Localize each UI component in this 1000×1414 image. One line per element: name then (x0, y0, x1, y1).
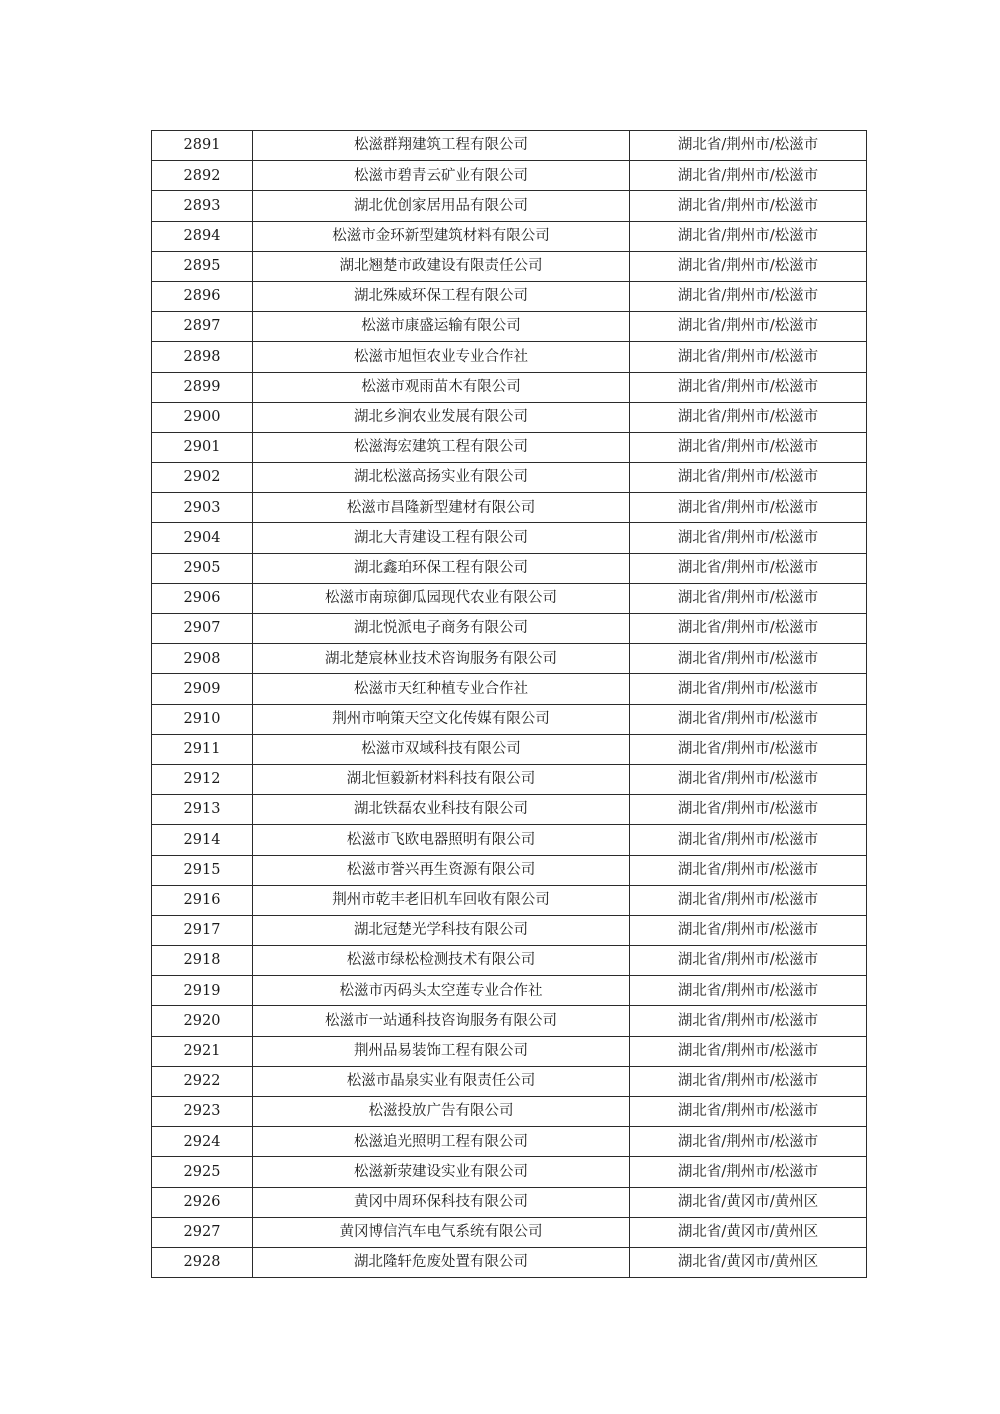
region-cell: 湖北省/荆州市/松滋市 (630, 734, 867, 764)
company-name-cell: 松滋市康盛运输有限公司 (253, 312, 630, 342)
row-number-cell: 2900 (152, 402, 253, 432)
table-row (152, 1066, 867, 1096)
row-number-cell: 2910 (152, 704, 253, 734)
table-row (152, 674, 867, 704)
region-cell: 湖北省/荆州市/松滋市 (630, 1097, 867, 1127)
region-cell: 湖北省/荆州市/松滋市 (630, 644, 867, 674)
table-row (152, 131, 867, 161)
company-name-cell: 黄冈博信汽车电气系统有限公司 (253, 1217, 630, 1247)
table-row (152, 583, 867, 613)
company-name-cell: 黄冈中周环保科技有限公司 (253, 1187, 630, 1217)
company-name-cell: 松滋群翔建筑工程有限公司 (253, 131, 630, 161)
region-cell: 湖北省/荆州市/松滋市 (630, 553, 867, 583)
table-row (152, 614, 867, 644)
row-number-cell: 2922 (152, 1066, 253, 1096)
company-name-cell: 松滋市誉兴再生资源有限公司 (253, 855, 630, 885)
region-cell: 湖北省/荆州市/松滋市 (630, 976, 867, 1006)
table-row (152, 523, 867, 553)
region-cell: 湖北省/荆州市/松滋市 (630, 312, 867, 342)
company-name-cell: 松滋市碧青云矿业有限公司 (253, 161, 630, 191)
region-cell: 湖北省/荆州市/松滋市 (630, 342, 867, 372)
table-row (152, 1157, 867, 1187)
company-name-cell: 松滋海宏建筑工程有限公司 (253, 432, 630, 462)
table-row (152, 915, 867, 945)
company-name-cell: 湖北悦派电子商务有限公司 (253, 614, 630, 644)
region-cell: 湖北省/荆州市/松滋市 (630, 764, 867, 794)
row-number-cell: 2905 (152, 553, 253, 583)
table-row (152, 1006, 867, 1036)
table-row (152, 885, 867, 915)
row-number-cell: 2907 (152, 614, 253, 644)
table-row (152, 251, 867, 281)
company-name-cell: 松滋市昌隆新型建材有限公司 (253, 493, 630, 523)
company-name-cell: 湖北乡涧农业发展有限公司 (253, 402, 630, 432)
company-name-cell: 松滋投放广告有限公司 (253, 1097, 630, 1127)
region-cell: 湖北省/荆州市/松滋市 (630, 946, 867, 976)
region-cell: 湖北省/荆州市/松滋市 (630, 251, 867, 281)
row-number-cell: 2897 (152, 312, 253, 342)
row-number-cell: 2925 (152, 1157, 253, 1187)
company-name-cell: 松滋追光照明工程有限公司 (253, 1127, 630, 1157)
table-row (152, 1187, 867, 1217)
row-number-cell: 2901 (152, 432, 253, 462)
table-row (152, 372, 867, 402)
table-row (152, 493, 867, 523)
region-cell: 湖北省/荆州市/松滋市 (630, 614, 867, 644)
company-name-cell: 湖北优创家居用品有限公司 (253, 191, 630, 221)
table-row (152, 161, 867, 191)
region-cell: 湖北省/荆州市/松滋市 (630, 493, 867, 523)
registry-table-body (152, 131, 867, 1278)
table-row (152, 191, 867, 221)
row-number-cell: 2909 (152, 674, 253, 704)
region-cell: 湖北省/荆州市/松滋市 (630, 855, 867, 885)
row-number-cell: 2917 (152, 915, 253, 945)
company-name-cell: 湖北翘楚市政建设有限责任公司 (253, 251, 630, 281)
region-cell: 湖北省/荆州市/松滋市 (630, 523, 867, 553)
row-number-cell: 2908 (152, 644, 253, 674)
row-number-cell: 2919 (152, 976, 253, 1006)
table-row (152, 1247, 867, 1277)
region-cell: 湖北省/荆州市/松滋市 (630, 1006, 867, 1036)
table-row (152, 281, 867, 311)
row-number-cell: 2916 (152, 885, 253, 915)
region-cell: 湖北省/荆州市/松滋市 (630, 463, 867, 493)
region-cell: 湖北省/荆州市/松滋市 (630, 795, 867, 825)
company-name-cell: 荆州市响策天空文化传媒有限公司 (253, 704, 630, 734)
company-name-cell: 湖北隆轩危废处置有限公司 (253, 1247, 630, 1277)
row-number-cell: 2915 (152, 855, 253, 885)
region-cell: 湖北省/荆州市/松滋市 (630, 885, 867, 915)
table-row (152, 402, 867, 432)
table-row (152, 342, 867, 372)
company-name-cell: 松滋市晶泉实业有限责任公司 (253, 1066, 630, 1096)
table-row (152, 946, 867, 976)
table-row (152, 221, 867, 251)
region-cell: 湖北省/荆州市/松滋市 (630, 915, 867, 945)
row-number-cell: 2914 (152, 825, 253, 855)
company-name-cell: 松滋市旭恒农业专业合作社 (253, 342, 630, 372)
company-name-cell: 松滋市观雨苗木有限公司 (253, 372, 630, 402)
region-cell: 湖北省/荆州市/松滋市 (630, 221, 867, 251)
row-number-cell: 2895 (152, 251, 253, 281)
table-row (152, 764, 867, 794)
company-name-cell: 湖北殊威环保工程有限公司 (253, 281, 630, 311)
row-number-cell: 2892 (152, 161, 253, 191)
region-cell: 湖北省/荆州市/松滋市 (630, 1127, 867, 1157)
row-number-cell: 2896 (152, 281, 253, 311)
region-cell: 湖北省/荆州市/松滋市 (630, 372, 867, 402)
region-cell: 湖北省/黄冈市/黄州区 (630, 1217, 867, 1247)
company-name-cell: 松滋市南琼御瓜园现代农业有限公司 (253, 583, 630, 613)
region-cell: 湖北省/荆州市/松滋市 (630, 674, 867, 704)
region-cell: 湖北省/荆州市/松滋市 (630, 131, 867, 161)
table-row (152, 795, 867, 825)
region-cell: 湖北省/荆州市/松滋市 (630, 281, 867, 311)
company-name-cell: 湖北铁磊农业科技有限公司 (253, 795, 630, 825)
row-number-cell: 2903 (152, 493, 253, 523)
row-number-cell: 2926 (152, 1187, 253, 1217)
table-row (152, 1097, 867, 1127)
table-row (152, 463, 867, 493)
region-cell: 湖北省/荆州市/松滋市 (630, 583, 867, 613)
company-name-cell: 松滋市一站通科技咨询服务有限公司 (253, 1006, 630, 1036)
table-row (152, 855, 867, 885)
company-name-cell: 湖北楚宸林业技术咨询服务有限公司 (253, 644, 630, 674)
table-row (152, 1036, 867, 1066)
row-number-cell: 2902 (152, 463, 253, 493)
row-number-cell: 2924 (152, 1127, 253, 1157)
region-cell: 湖北省/荆州市/松滋市 (630, 432, 867, 462)
company-name-cell: 湖北恒毅新材料科技有限公司 (253, 764, 630, 794)
row-number-cell: 2894 (152, 221, 253, 251)
company-name-cell: 荆州品易装饰工程有限公司 (253, 1036, 630, 1066)
region-cell: 湖北省/黄冈市/黄州区 (630, 1187, 867, 1217)
region-cell: 湖北省/荆州市/松滋市 (630, 1157, 867, 1187)
company-name-cell: 松滋市绿松检测技术有限公司 (253, 946, 630, 976)
company-name-cell: 松滋市双域科技有限公司 (253, 734, 630, 764)
table-row (152, 644, 867, 674)
row-number-cell: 2899 (152, 372, 253, 402)
table-row (152, 312, 867, 342)
row-number-cell: 2904 (152, 523, 253, 553)
region-cell: 湖北省/荆州市/松滋市 (630, 1066, 867, 1096)
region-cell: 湖北省/荆州市/松滋市 (630, 402, 867, 432)
row-number-cell: 2906 (152, 583, 253, 613)
region-cell: 湖北省/荆州市/松滋市 (630, 825, 867, 855)
company-name-cell: 松滋市飞欧电器照明有限公司 (253, 825, 630, 855)
row-number-cell: 2921 (152, 1036, 253, 1066)
company-name-cell: 湖北大青建设工程有限公司 (253, 523, 630, 553)
table-row (152, 432, 867, 462)
region-cell: 湖北省/荆州市/松滋市 (630, 1036, 867, 1066)
row-number-cell: 2891 (152, 131, 253, 161)
region-cell: 湖北省/荆州市/松滋市 (630, 161, 867, 191)
table-row (152, 976, 867, 1006)
region-cell: 湖北省/荆州市/松滋市 (630, 191, 867, 221)
row-number-cell: 2918 (152, 946, 253, 976)
company-name-cell: 松滋市天红种植专业合作社 (253, 674, 630, 704)
company-name-cell: 湖北鑫珀环保工程有限公司 (253, 553, 630, 583)
row-number-cell: 2920 (152, 1006, 253, 1036)
table-row (152, 704, 867, 734)
row-number-cell: 2928 (152, 1247, 253, 1277)
row-number-cell: 2893 (152, 191, 253, 221)
table-row (152, 734, 867, 764)
company-name-cell: 松滋市金环新型建筑材料有限公司 (253, 221, 630, 251)
row-number-cell: 2898 (152, 342, 253, 372)
table-row (152, 1217, 867, 1247)
row-number-cell: 2927 (152, 1217, 253, 1247)
company-name-cell: 松滋新荥建设实业有限公司 (253, 1157, 630, 1187)
company-registry-table (151, 130, 867, 1278)
row-number-cell: 2912 (152, 764, 253, 794)
table-row (152, 553, 867, 583)
table-row (152, 825, 867, 855)
company-name-cell: 松滋市丙码头太空莲专业合作社 (253, 976, 630, 1006)
company-name-cell: 荆州市乾丰老旧机车回收有限公司 (253, 885, 630, 915)
region-cell: 湖北省/黄冈市/黄州区 (630, 1247, 867, 1277)
row-number-cell: 2911 (152, 734, 253, 764)
company-name-cell: 湖北冠楚光学科技有限公司 (253, 915, 630, 945)
company-name-cell: 湖北松滋高扬实业有限公司 (253, 463, 630, 493)
table-row (152, 1127, 867, 1157)
region-cell: 湖北省/荆州市/松滋市 (630, 704, 867, 734)
row-number-cell: 2913 (152, 795, 253, 825)
row-number-cell: 2923 (152, 1097, 253, 1127)
